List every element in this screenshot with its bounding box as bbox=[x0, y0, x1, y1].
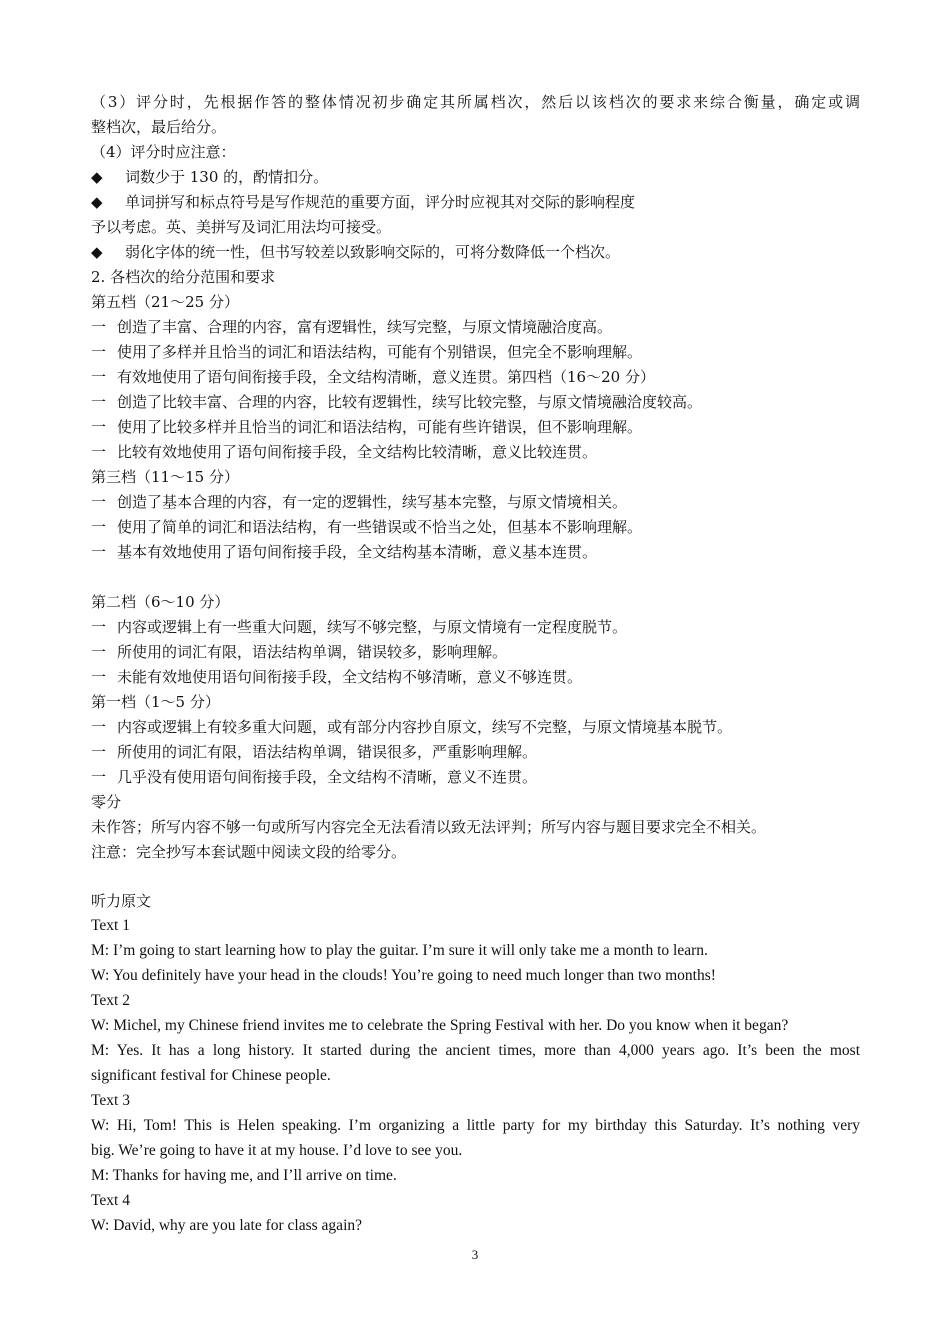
level2-item-2-text: 所使用的词汇有限，语法结构单调，错误较多，影响理解。 bbox=[117, 643, 508, 661]
level5-item-2-text: 使用了多样并且恰当的词汇和语法结构，可能有个别错误，但完全不影响理解。 bbox=[117, 343, 643, 361]
text2-label: Text 2 bbox=[91, 992, 130, 1009]
diamond-bullet-icon: ◆ bbox=[91, 168, 103, 186]
level2-item-3 bbox=[91, 667, 860, 687]
text3-label: Text 3 bbox=[91, 1092, 130, 1109]
level5-item-2 bbox=[91, 342, 860, 362]
level1-item-3 bbox=[91, 767, 860, 787]
dash-marker: 一 bbox=[91, 518, 107, 536]
dash-marker: 一 bbox=[91, 643, 107, 661]
dash-marker: 一 bbox=[91, 318, 107, 336]
level5-item-3-text: 有效地使用了语句间衔接手段，全文结构清晰，意义连贯。第四档（16～20 分） bbox=[117, 368, 655, 386]
level5-item-1-text: 创造了丰富、合理的内容，富有逻辑性，续写完整，与原文情境融洽度高。 bbox=[117, 318, 613, 336]
bullet3-text: 弱化字体的统一性，但书写较差以致影响交际的，可将分数降低一个档次。 bbox=[125, 243, 621, 261]
level4-item-3 bbox=[91, 442, 860, 462]
text3-m: M: Thanks for having me, and I’ll arrive on time. bbox=[91, 1167, 397, 1184]
level3-item-2-text: 使用了简单的词汇和语法结构，有一些错误或不恰当之处，但基本不影响理解。 bbox=[117, 518, 643, 536]
level3-item-3 bbox=[91, 542, 860, 562]
bullet2-row bbox=[91, 192, 860, 212]
zero-description: 未作答；所写内容不够一句或所写内容完全无法看清以致无法评判；所写内容与题目要求完全不相关。 bbox=[91, 818, 767, 836]
text2-w: W: Michel, my Chinese friend invites me to celebrate the Spring Festival with her. Do you know when it began? bbox=[91, 1017, 789, 1034]
level1-item-1 bbox=[91, 717, 860, 737]
dash-marker: 一 bbox=[91, 768, 107, 786]
level3-item-3-text: 基本有效地使用了语句间衔接手段，全文结构基本清晰，意义基本连贯。 bbox=[117, 543, 598, 561]
text2-m-line1: M: Yes. It has a long history. It started during the ancient times, more than 4,000 years ago. It’s been the most bbox=[91, 1042, 860, 1059]
bullet1-row bbox=[91, 167, 860, 187]
text1-label: Text 1 bbox=[91, 917, 130, 934]
dash-marker: 一 bbox=[91, 443, 107, 461]
text3-w-line2: big. We’re going to have it at my house. I’d love to see you. bbox=[91, 1142, 463, 1159]
level4-item-1-text: 创造了比较丰富、合理的内容，比较有逻辑性，续写比较完整，与原文情境融洽度较高。 bbox=[117, 393, 703, 411]
level3-item-1-text: 创造了基本合理的内容，有一定的逻辑性，续写基本完整，与原文情境相关。 bbox=[117, 493, 628, 511]
dash-marker: 一 bbox=[91, 618, 107, 636]
text1-m: M: I’m going to start learning how to play the guitar. I’m sure it will only take me a month to learn. bbox=[91, 942, 708, 959]
section2-title: 2. 各档次的给分范围和要求 bbox=[91, 268, 276, 286]
transcript-title: 听力原文 bbox=[91, 892, 152, 910]
text3-w-line1: W: Hi, Tom! This is Helen speaking. I’m organizing a little party for my birthday this Saturday. It’s nothing very bbox=[91, 1117, 860, 1134]
level4-item-2 bbox=[91, 417, 860, 437]
item3-line1: （3）评分时，先根据作答的整体情况初步确定其所属档次，然后以该档次的要求来综合衡量，确定或调 bbox=[91, 93, 860, 111]
dash-marker: 一 bbox=[91, 718, 107, 736]
bullet3-row bbox=[91, 242, 860, 262]
dash-marker: 一 bbox=[91, 418, 107, 436]
item4-title: （4）评分时应注意： bbox=[91, 143, 236, 161]
level2-item-1-text: 内容或逻辑上有一些重大问题，续写不够完整，与原文情境有一定程度脱节。 bbox=[117, 618, 628, 636]
level1-item-1-text: 内容或逻辑上有较多重大问题，或有部分内容抄自原文，续写不完整，与原文情境基本脱节。 bbox=[117, 718, 733, 736]
text4-w: W: David, why are you late for class again? bbox=[91, 1217, 363, 1234]
page-number: 3 bbox=[471, 1247, 479, 1262]
level4-item-3-text: 比较有效地使用了语句间衔接手段，全文结构比较清晰，意义比较连贯。 bbox=[117, 443, 598, 461]
zero-note: 注意：完全抄写本套试题中阅读文段的给零分。 bbox=[91, 843, 407, 861]
level2-item-3-text: 未能有效地使用语句间衔接手段，全文结构不够清晰，意义不够连贯。 bbox=[117, 668, 583, 686]
text2-m-line2: significant festival for Chinese people. bbox=[91, 1067, 331, 1084]
level4-item-1 bbox=[91, 392, 860, 412]
level5-item-1 bbox=[91, 317, 860, 337]
level2-item-2 bbox=[91, 642, 860, 662]
dash-marker: 一 bbox=[91, 743, 107, 761]
bullet2-text: 单词拼写和标点符号是写作规范的重要方面，评分时应视其对交际的影响程度 bbox=[125, 193, 636, 211]
level5-item-3 bbox=[91, 367, 860, 387]
diamond-bullet-icon: ◆ bbox=[91, 193, 103, 211]
level3-item-2 bbox=[91, 517, 860, 537]
dash-marker: 一 bbox=[91, 343, 107, 361]
level1-item-2-text: 所使用的词汇有限，语法结构单调，错误很多，严重影响理解。 bbox=[117, 743, 538, 761]
text4-label: Text 4 bbox=[91, 1192, 130, 1209]
dash-marker: 一 bbox=[91, 493, 107, 511]
text1-w: W: You definitely have your head in the clouds! You’re going to need much longer than two months! bbox=[91, 967, 716, 984]
bullet1-text: 词数少于 130 的，酌情扣分。 bbox=[125, 168, 329, 186]
bullet2-continuation: 予以考虑。英、美拼写及词汇用法均可接受。 bbox=[91, 218, 392, 236]
dash-marker: 一 bbox=[91, 393, 107, 411]
level2-item-1 bbox=[91, 617, 860, 637]
level1-title: 第一档（1～5 分） bbox=[91, 693, 220, 711]
level1-item-2 bbox=[91, 742, 860, 762]
level1-item-3-text: 几乎没有使用语句间衔接手段，全文结构不清晰，意义不连贯。 bbox=[117, 768, 538, 786]
diamond-bullet-icon: ◆ bbox=[91, 243, 103, 261]
level3-title: 第三档（11～15 分） bbox=[91, 468, 239, 486]
item3-line2: 整档次，最后给分。 bbox=[91, 118, 227, 136]
dash-marker: 一 bbox=[91, 368, 107, 386]
dash-marker: 一 bbox=[91, 543, 107, 561]
dash-marker: 一 bbox=[91, 668, 107, 686]
level3-item-1 bbox=[91, 492, 860, 512]
zero-title: 零分 bbox=[91, 793, 122, 811]
level4-item-2-text: 使用了比较多样并且恰当的词汇和语法结构，可能有些许错误，但不影响理解。 bbox=[117, 418, 643, 436]
level5-title: 第五档（21～25 分） bbox=[91, 293, 239, 311]
level2-title: 第二档（6～10 分） bbox=[91, 593, 230, 611]
